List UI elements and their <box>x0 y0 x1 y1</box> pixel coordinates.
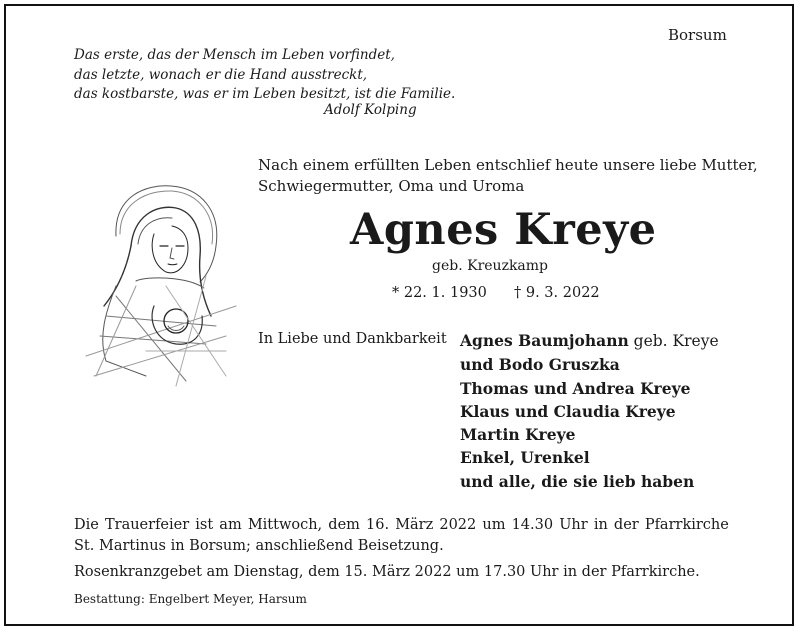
funeral-word: 2022 <box>439 517 477 533</box>
mourner-line: Klaus und Claudia Kreye <box>460 401 676 421</box>
funeral-word: in <box>593 517 608 533</box>
funeral-word: dem <box>328 517 360 533</box>
quote-line: Das erste, das der Mensch im Leben vorfindet, <box>74 47 395 63</box>
quote-text <box>74 46 455 105</box>
quote-line: das kostbarste, was er im Leben besitzt, ist die Familie. <box>74 86 456 102</box>
maiden-name: geb. Kreuzkamp <box>432 258 549 274</box>
funeral-word: Die <box>74 517 99 533</box>
mourner-name: Agnes Baumjohann <box>460 331 629 350</box>
funeral-word: ist <box>195 517 214 533</box>
mourner-maiden-name: geb. Kreye <box>628 332 719 350</box>
funeral-word: 14.30 <box>511 517 554 533</box>
quote-line: das letzte, wonach er die Hand ausstreckt, <box>74 66 368 83</box>
funeral-word: Pfarrkirche <box>644 517 729 533</box>
mourner-line: Thomas und Andrea Kreye <box>460 378 691 398</box>
deceased-name: Agnes Kreye <box>350 205 657 255</box>
mourner-line: und Bodo Gruszka <box>460 355 620 375</box>
intro-line: Nach einem erfüllten Leben entschlief heute unsere liebe Mutter, <box>258 156 758 174</box>
mourners-list <box>460 329 719 493</box>
funeral-word: der <box>613 517 639 533</box>
mourner-line: Enkel, Urenkel <box>460 448 590 468</box>
funeral-word: 16. <box>366 517 390 533</box>
undertaker-info: Bestattung: Engelbert Meyer, Harsum <box>74 592 307 606</box>
funeral-word: Uhr <box>559 517 588 533</box>
rosary-info: Rosenkranzgebet am Dienstag, dem 15. März 2022 um 17.30 Uhr in der Pfarrkirche. <box>74 564 700 580</box>
mourner-line: Martin Kreye <box>460 425 576 445</box>
birth-date: * 22. 1. 1930 <box>392 285 487 301</box>
intro-text <box>258 155 758 197</box>
mourner-line: und alle, die sie lieb haben <box>460 471 695 491</box>
quote-author: Adolf Kolping <box>324 102 417 118</box>
funeral-line <box>74 515 729 536</box>
funeral-word: März <box>395 517 434 533</box>
funeral-word: um <box>482 517 506 533</box>
funeral-line: St. Martinus in Borsum; anschließend Beisetzung. <box>74 538 444 554</box>
place-name: Borsum <box>668 26 727 44</box>
death-date: † 9. 3. 2022 <box>514 285 600 301</box>
intro-line: Schwiegermutter, Oma und Uroma <box>258 177 525 195</box>
madonna-sketch-image <box>76 176 246 388</box>
funeral-info <box>74 515 729 557</box>
mourner-line <box>460 329 719 353</box>
funeral-word: am <box>219 517 242 533</box>
funeral-word: Mittwoch, <box>247 517 323 533</box>
funeral-word: Trauerfeier <box>104 517 190 533</box>
mourners-intro: In Liebe und Dankbarkeit <box>258 331 447 347</box>
